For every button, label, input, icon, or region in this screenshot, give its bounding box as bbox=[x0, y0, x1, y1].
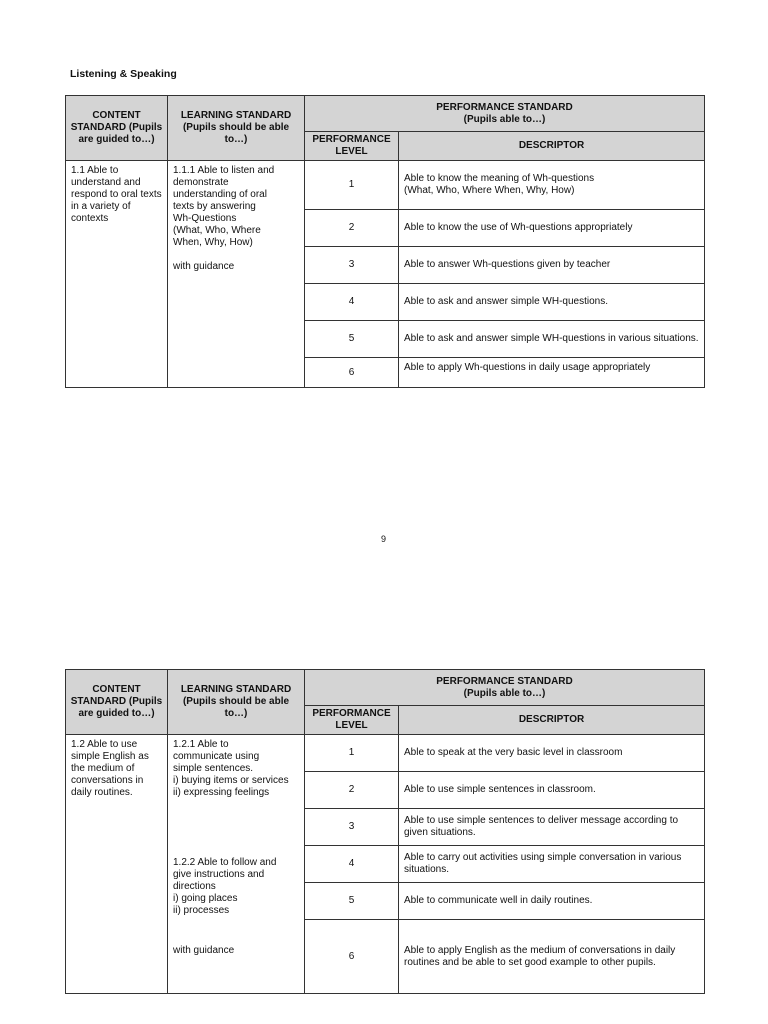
descriptor-cell: Able to ask and answer simple WH-questions. bbox=[399, 284, 705, 321]
learning-standard-note: with guidance bbox=[173, 945, 235, 956]
descriptor-cell: Able to use simple sentences in classroom. bbox=[399, 772, 705, 809]
performance-standard-subtitle: (Pupils able to…) bbox=[463, 687, 546, 699]
learning-standard-text: 1.2.1 Able to communicate using simple sentences. i) buying items or services ii) expressing feelings bbox=[173, 739, 289, 798]
performance-level-cell: 1 bbox=[305, 161, 399, 210]
descriptor-cell: Able to apply English as the medium of conversations in daily routines and be able to set good example to other pupils. bbox=[399, 920, 705, 994]
performance-standard-title: PERFORMANCE STANDARD bbox=[436, 101, 573, 113]
header-learning-standard: LEARNING STANDARD (Pupils should be able to…) bbox=[168, 670, 305, 735]
learning-standard-cell bbox=[168, 161, 305, 388]
descriptor-cell: Able to ask and answer simple WH-questions in various situations. bbox=[399, 321, 705, 358]
descriptor-cell: Able to answer Wh-questions given by teacher bbox=[399, 247, 705, 284]
page-number: 9 bbox=[381, 534, 387, 544]
header-learning-standard: LEARNING STANDARD (Pupils should be able to…) bbox=[168, 96, 305, 161]
header-performance-level: PERFORMANCE LEVEL bbox=[305, 706, 399, 735]
performance-standard-title: PERFORMANCE STANDARD bbox=[436, 675, 573, 687]
header-performance-level: PERFORMANCE LEVEL bbox=[305, 132, 399, 161]
performance-level-cell: 1 bbox=[305, 735, 399, 772]
content-standard-cell: 1.1 Able to understand and respond to oral texts in a variety of contexts bbox=[66, 161, 168, 388]
content-standard-cell: 1.2 Able to use simple English as the medium of conversations in daily routines. bbox=[66, 735, 168, 994]
header-descriptor: DESCRIPTOR bbox=[399, 132, 705, 161]
descriptor-cell: Able to know the meaning of Wh-questions (What, Who, Where When, Why, How) bbox=[399, 161, 705, 210]
performance-level-cell: 4 bbox=[305, 846, 399, 883]
descriptor-cell: Able to use simple sentences to deliver message according to given situations. bbox=[399, 809, 705, 846]
descriptor-cell: Able to apply Wh-questions in daily usage appropriately bbox=[399, 358, 705, 388]
performance-level-cell: 2 bbox=[305, 772, 399, 809]
descriptor-cell: Able to communicate well in daily routines. bbox=[399, 883, 705, 920]
performance-level-cell: 3 bbox=[305, 809, 399, 846]
header-content-standard: CONTENT STANDARD (Pupils are guided to…) bbox=[66, 96, 168, 161]
performance-level-cell: 5 bbox=[305, 883, 399, 920]
performance-level-cell: 6 bbox=[305, 358, 399, 388]
header-descriptor: DESCRIPTOR bbox=[399, 706, 705, 735]
header-content-standard: CONTENT STANDARD (Pupils are guided to…) bbox=[66, 670, 168, 735]
performance-standard-subtitle: (Pupils able to…) bbox=[463, 113, 546, 125]
descriptor-cell: Able to know the use of Wh-questions appropriately bbox=[399, 210, 705, 247]
header-performance-standard bbox=[305, 670, 705, 706]
header-performance-standard bbox=[305, 96, 705, 132]
descriptor-cell: Able to carry out activities using simple conversation in various situations. bbox=[399, 846, 705, 883]
performance-level-cell: 6 bbox=[305, 920, 399, 994]
learning-standard-text: 1.2.2 Able to follow and give instructions and directions i) going places ii) processes bbox=[173, 857, 277, 916]
section-title: Listening & Speaking bbox=[70, 68, 177, 80]
standards-table-2 bbox=[65, 669, 705, 994]
learning-standard-text: 1.1.1 Able to listen and demonstrate understanding of oral texts by answering Wh-Questions (What, Who, Where When, Why, How) bbox=[173, 165, 275, 248]
performance-level-cell: 4 bbox=[305, 284, 399, 321]
performance-level-cell: 3 bbox=[305, 247, 399, 284]
standards-table-1 bbox=[65, 95, 705, 388]
learning-standard-note: with guidance bbox=[173, 261, 235, 272]
performance-level-cell: 5 bbox=[305, 321, 399, 358]
descriptor-cell: Able to speak at the very basic level in classroom bbox=[399, 735, 705, 772]
performance-level-cell: 2 bbox=[305, 210, 399, 247]
learning-standard-cell bbox=[168, 735, 305, 994]
